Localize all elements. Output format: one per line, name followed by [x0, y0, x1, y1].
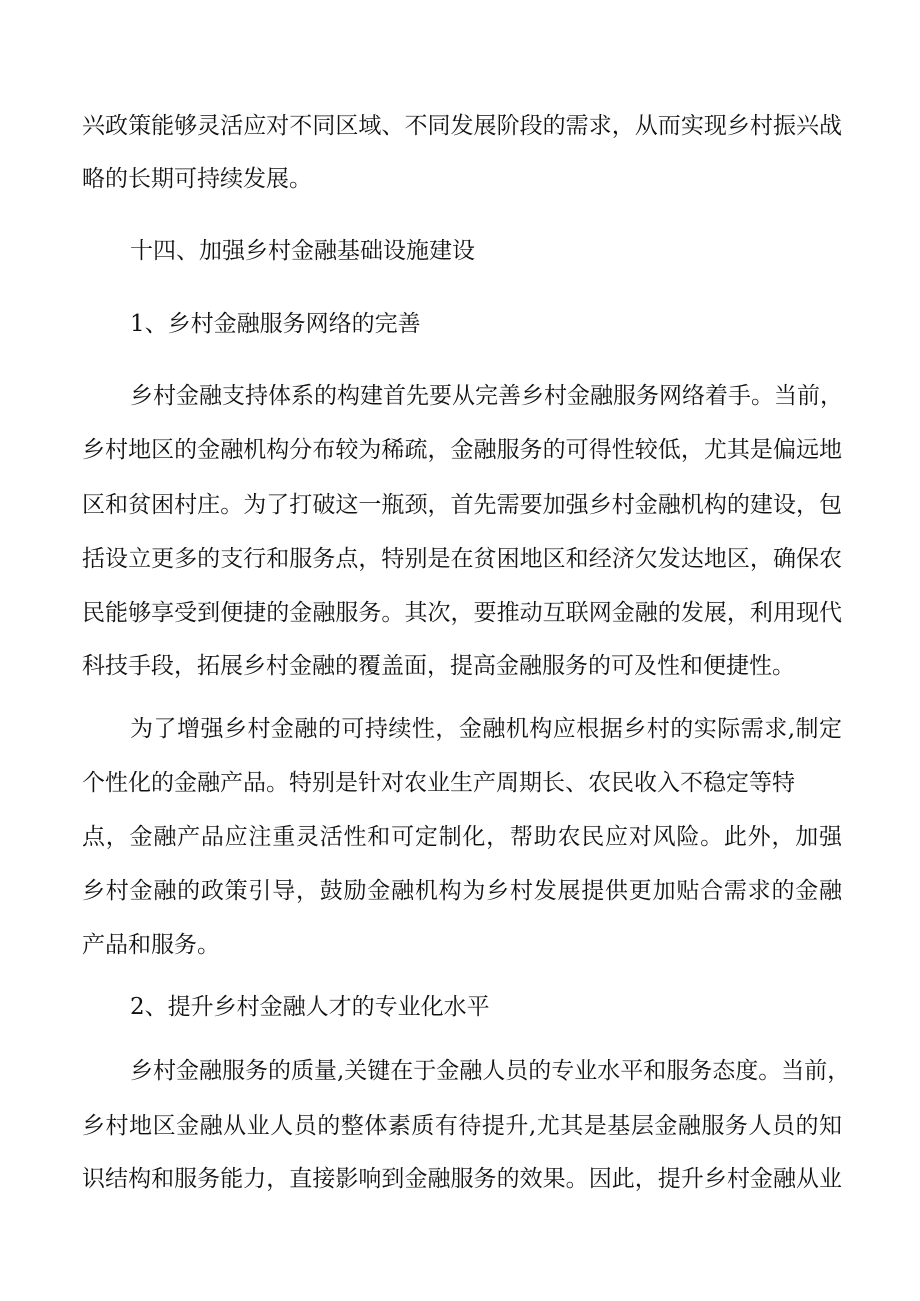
subsection-1-paragraph-2-line-2: 个性化的金融产品。特别是针对农业生产周期长、农民收入不稳定等特	[82, 770, 795, 796]
subsection-1-paragraph-1-line-5: 民能够享受到便捷的金融服务。其次，要推动互联网金融的发展，利用现代	[82, 600, 842, 626]
subsection-1-paragraph-1-line-3: 区和贫困村庄。为了打破这一瓶颈，首先需要加强乡村金融机构的建设，包	[82, 492, 842, 518]
subsection-1-heading: 1、乡村金融服务网络的完善	[130, 311, 421, 337]
subsection-2-heading: 2、提升乡村金融人才的专业化水平	[130, 994, 490, 1020]
subsection-1-paragraph-1-line-4: 括设立更多的支行和服务点，特别是在贫困地区和经济欠发达地区，确保农	[82, 546, 842, 572]
subsection-2-paragraph-1-line-3: 识结构和服务能力，直接影响到金融服务的效果。因此，提升乡村金融从业	[82, 1166, 842, 1192]
section-heading: 十四、加强乡村金融基础设施建设	[130, 238, 475, 264]
subsection-2-paragraph-1-line-2: 乡村地区金融从业人员的整体素质有待提升,尤其是基层金融服务人员的知	[82, 1113, 842, 1139]
intro-line-2: 略的长期可持续发展。	[82, 166, 312, 192]
subsection-1-paragraph-1-line-2: 乡村地区的金融机构分布较为稀疏，金融服务的可得性较低，尤其是偏远地	[82, 437, 842, 463]
subsection-1-paragraph-2-line-1: 为了增强乡村金融的可持续性，金融机构应根据乡村的实际需求,制定	[130, 716, 842, 742]
subsection-1-paragraph-1-line-6: 科技手段，拓展乡村金融的覆盖面，提高金融服务的可及性和便捷性。	[82, 653, 795, 679]
intro-line-1: 兴政策能够灵活应对不同区域、不同发展阶段的需求，从而实现乡村振兴战	[82, 113, 842, 139]
subsection-1-paragraph-2-line-3: 点，金融产品应注重灵活性和可定制化，帮助农民应对风险。此外，加强	[82, 824, 842, 850]
subsection-1-paragraph-2-line-5: 产品和服务。	[82, 932, 220, 958]
subsection-1-paragraph-2-line-4: 乡村金融的政策引导，鼓励金融机构为乡村发展提供更加贴合需求的金融	[82, 878, 842, 904]
subsection-1-paragraph-1-line-1: 乡村金融支持体系的构建首先要从完善乡村金融服务网络着手。当前，	[130, 383, 843, 409]
subsection-2-paragraph-1-line-1: 乡村金融服务的质量,关键在于金融人员的专业水平和服务态度。当前，	[130, 1058, 851, 1084]
